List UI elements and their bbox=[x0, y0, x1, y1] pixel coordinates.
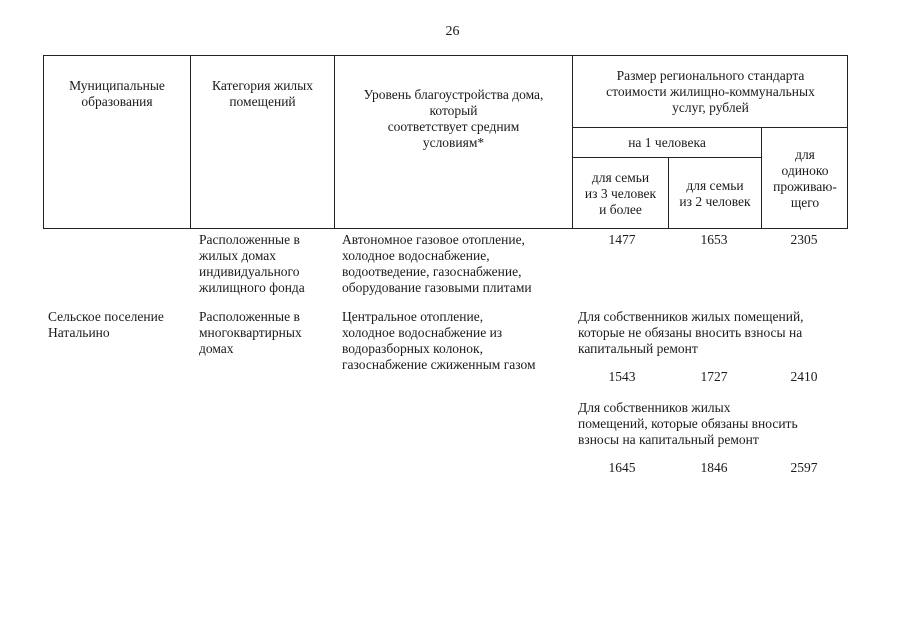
header-level: Уровень благоустройства дома, который соответствует средним условиям* bbox=[363, 86, 544, 150]
header-municipality: Муниципальные образования bbox=[69, 77, 165, 109]
header-single: для одиноко проживаю- щего bbox=[773, 146, 837, 210]
row2-note-a: Для собственников жилых помещений, которые не обязаны вносить взносы на капитальный ремонт bbox=[578, 309, 804, 356]
header-per-person: на 1 человека bbox=[628, 134, 706, 150]
row1-value-family3: 1477 bbox=[608, 232, 636, 247]
row2-b-value-family2: 1846 bbox=[700, 460, 728, 475]
row1-category: Расположенные в жилых домах индивидуального жилищного фонда bbox=[199, 232, 305, 295]
row2-b-value-family3: 1645 bbox=[608, 460, 636, 475]
row2-a-value-single: 2410 bbox=[790, 369, 818, 384]
row2-municipality: Сельское поселение Натальино bbox=[48, 309, 164, 340]
row2-a-value-family2: 1727 bbox=[700, 369, 728, 384]
row1-value-family2: 1653 bbox=[700, 232, 728, 247]
header-family-3: для семьи из 3 человек и более bbox=[584, 169, 657, 217]
row2-b-value-single: 2597 bbox=[790, 460, 818, 475]
table-header bbox=[43, 55, 848, 229]
row1-level: Автономное газовое отопление, холодное водоснабжение, водоотведение, газоснабжение, оборудование газовыми плитами bbox=[342, 232, 532, 295]
header-category: Категория жилых помещений bbox=[212, 77, 313, 109]
row2-level: Центральное отопление, холодное водоснабжение из водоразборных колонок, газоснабжение сжиженным газом bbox=[342, 309, 536, 372]
row1-value-single: 2305 bbox=[790, 232, 818, 247]
row2-a-value-family3: 1543 bbox=[608, 369, 636, 384]
header-family-2: для семьи из 2 человек bbox=[679, 177, 751, 209]
row2-category: Расположенные в многоквартирных домах bbox=[199, 309, 302, 356]
header-standard-size: Размер регионального стандарта стоимости жилищно-коммунальных услуг, рублей bbox=[606, 67, 815, 115]
row2-note-b: Для собственников жилых помещений, которые обязаны вносить взносы на капитальный ремонт bbox=[578, 400, 798, 447]
page-number: 26 bbox=[445, 24, 460, 39]
